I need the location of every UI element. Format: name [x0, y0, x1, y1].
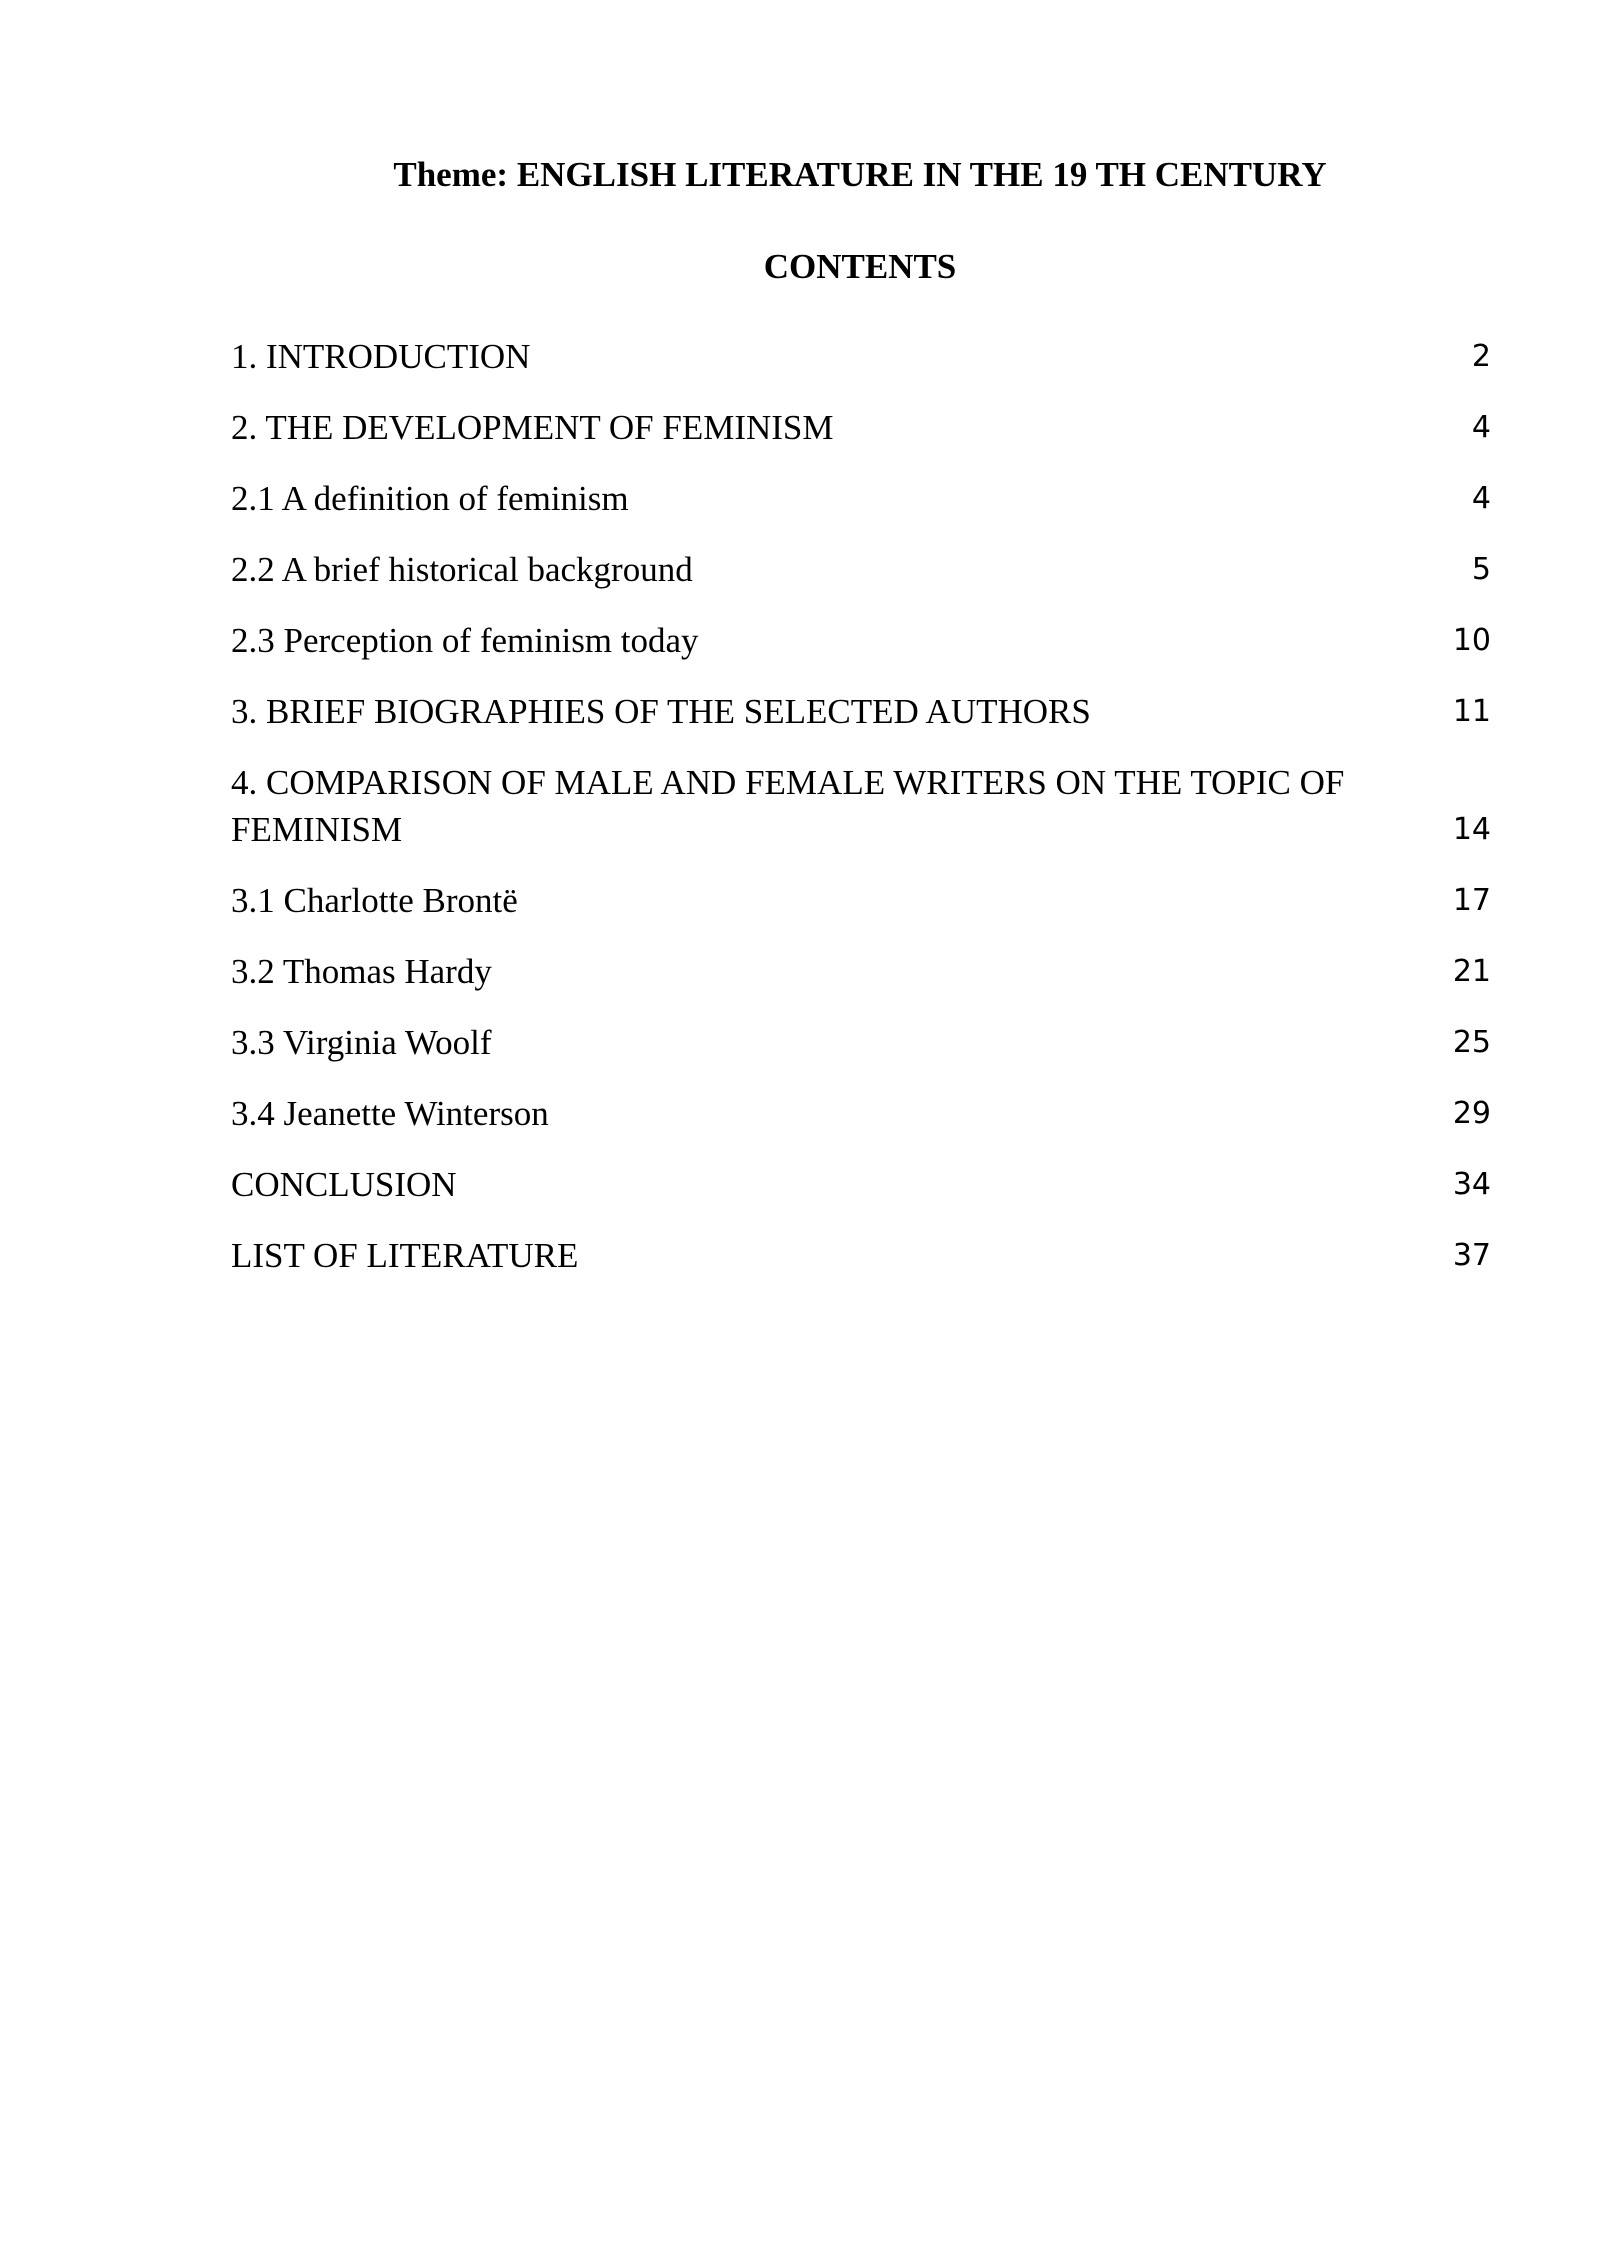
- toc-entry-label: 3.3 Virginia Woolf: [231, 1023, 492, 1062]
- toc-entry-page: 37: [1452, 1238, 1491, 1273]
- toc-entry: [231, 475, 1491, 522]
- toc-entry: [231, 546, 1491, 593]
- toc-entry-label: 4. COMPARISON OF MALE AND FEMALE WRITERS ON THE TOPIC OF FEMINISM: [231, 763, 1345, 849]
- toc-entry-label: CONCLUSION: [231, 1165, 457, 1204]
- toc-entry-label: 2. THE DEVELOPMENT OF FEMINISM: [231, 408, 834, 447]
- toc-entry: [231, 617, 1491, 664]
- toc-entry-label: 3. BRIEF BIOGRAPHIES OF THE SELECTED AUTHORS: [231, 692, 1091, 731]
- toc-entry: [231, 877, 1491, 924]
- toc-entry: [231, 1090, 1491, 1137]
- toc-entry-page: 14: [1452, 812, 1491, 847]
- toc-entry-page: 17: [1452, 883, 1491, 918]
- toc-entry-page: 34: [1452, 1167, 1491, 1202]
- toc-entry-label: 2.2 A brief historical background: [231, 550, 693, 589]
- toc-entry-label: 1. INTRODUCTION: [231, 337, 531, 376]
- toc-entry-label: 2.3 Perception of feminism today: [231, 621, 699, 660]
- toc-entry: [231, 948, 1491, 995]
- toc-entry-label: 3.1 Charlotte Brontë: [231, 881, 518, 920]
- toc-entry-page: 2: [1471, 339, 1491, 374]
- table-of-contents: [231, 333, 1491, 1303]
- contents-heading: CONTENTS: [763, 247, 957, 286]
- toc-entry-page: 5: [1471, 552, 1491, 587]
- toc-entry: [231, 759, 1491, 853]
- toc-entry-page: 4: [1471, 481, 1491, 516]
- toc-entry: [231, 333, 1491, 380]
- toc-entry-page: 10: [1452, 623, 1491, 658]
- toc-entry-page: 21: [1452, 954, 1491, 989]
- toc-entry-label: 2.1 A definition of feminism: [231, 479, 629, 518]
- toc-entry-page: 4: [1471, 410, 1491, 445]
- toc-entry: [231, 1161, 1491, 1208]
- toc-entry-page: 25: [1452, 1025, 1491, 1060]
- toc-entry-page: 29: [1452, 1096, 1491, 1131]
- toc-entry: [231, 1019, 1491, 1066]
- toc-entry: [231, 404, 1491, 451]
- toc-entry-label: 3.2 Thomas Hardy: [231, 952, 492, 991]
- toc-entry: [231, 688, 1491, 735]
- toc-entry-label: LIST OF LITERATURE: [231, 1236, 579, 1275]
- document-theme: Theme: ENGLISH LITERATURE IN THE 19 TH CENTURY: [393, 155, 1327, 194]
- toc-entry: [231, 1232, 1491, 1279]
- toc-entry-page: 11: [1452, 694, 1491, 729]
- toc-entry-label: 3.4 Jeanette Winterson: [231, 1094, 549, 1133]
